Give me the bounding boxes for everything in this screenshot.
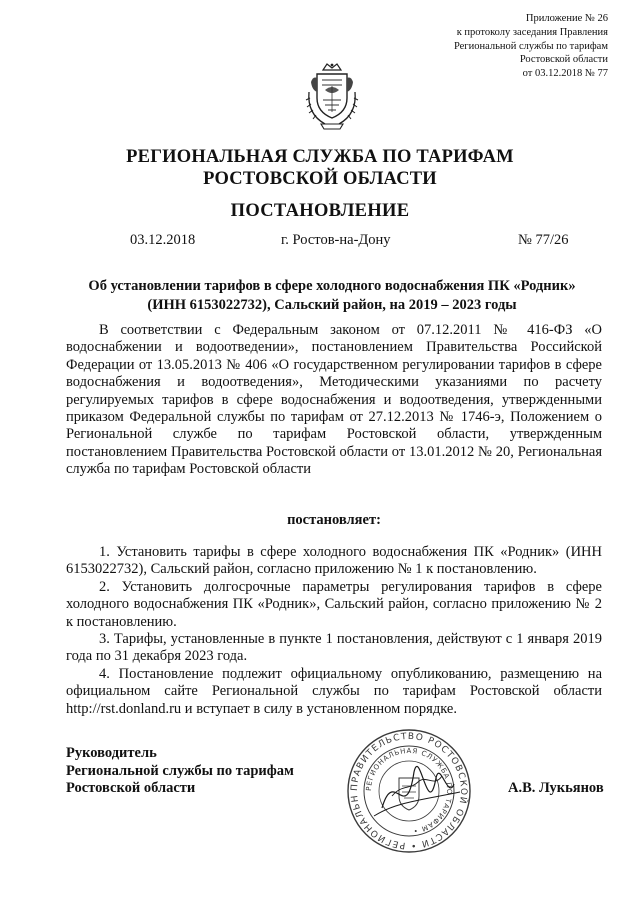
agency-title	[100, 146, 540, 190]
subject-line-2: (ИНН 6153022732), Сальский район, на 2019 – 2023 годы	[147, 297, 517, 313]
signatory-title-line-1: Руководитель	[66, 745, 157, 761]
seal-outer-text: ПРАВИТЕЛЬСТВО РОСТОВСКОЙ ОБЛАСТИ • РЕГИОНАЛЬН	[349, 731, 469, 851]
appendix-line-2: к протоколу заседания Правления	[456, 26, 608, 38]
subject-line-1: Об установлении тарифов в сфере холодного водоснабжения ПК «Родник»	[88, 278, 576, 294]
document-subject	[62, 277, 602, 315]
signatory-title	[66, 745, 294, 798]
official-seal-icon	[344, 726, 474, 856]
signatory-title-line-3: Ростовской области	[66, 780, 196, 797]
appendix-line-3: Региональной службы по тарифам	[453, 40, 608, 52]
document-number: № 77/26	[518, 232, 569, 248]
signatory-title-line-2: Региональной службы по тарифам	[66, 762, 294, 779]
decision-item-3: 3. Тарифы, установленные в пункте 1 постановления, действуют с 1 января 2019 года по 31 декабря 2023 года.	[66, 631, 602, 665]
decree-word: постановляет:	[287, 512, 381, 528]
agency-title-line-1: РЕГИОНАЛЬНАЯ СЛУЖБА ПО ТАРИФАМ	[126, 147, 514, 167]
appendix-line-1: Приложение № 26	[525, 13, 608, 24]
signatory-name: А.В. Лукьянов	[508, 780, 604, 796]
decision-item-4: 4. Постановление подлежит официальному опубликованию, размещению на официальном сайте Региональной службы по тарифам Ростовской области http://rst.donland.ru и вступает в силу в установленном порядке.	[66, 666, 602, 717]
document-place: г. Ростов-на-Дону	[281, 232, 391, 248]
appendix-line-5: от 03.12.2018 № 77	[522, 68, 608, 80]
preamble-paragraph: В соответствии с Федеральным законом от 07.12.2011 № 416-ФЗ «О водоснабжении и водоотведении», постановлением Правительства Российской Федерации от 13.05.2013 № 406 «О государственном регулировании тарифов в сфере водоснабжения и водоотведения», Методическими указаниями по расчету регулируемых тарифов в сфере водоснабжения и водоотведения, утвержденными приказом Федеральной службы по тарифам от 27.12.2013 № 1746-э, Положением о Региональной службе по тарифам Ростовской области, утвержденным постановлением Правительства Ростовской области от 13.01.2012 № 20, Региональная служба по тарифам Ростовской области	[66, 322, 602, 478]
appendix-note	[368, 12, 608, 81]
appendix-line-4: Ростовской области	[519, 54, 608, 66]
agency-title-line-2: РОСТОВСКОЙ ОБЛАСТИ	[203, 169, 437, 189]
coat-of-arms-icon	[303, 62, 361, 132]
decision-item-2: 2. Установить долгосрочные параметры регулирования тарифов в сфере холодного водоснабжения ПК «Родник», Сальский район, согласно приложению № 2 к постановлению.	[66, 579, 602, 630]
seal-inner-text: РЕГИОНАЛЬНАЯ СЛУЖБА ПО ТАРИФАМ •	[364, 746, 454, 835]
decision-item-1: 1. Установить тарифы в сфере холодного водоснабжения ПК «Родник» (ИНН 6153022732), Сальский район, согласно приложению № 1 к постановлению.	[66, 544, 602, 578]
document-date: 03.12.2018	[130, 232, 196, 248]
document-type: ПОСТАНОВЛЕНИЕ	[230, 201, 410, 221]
